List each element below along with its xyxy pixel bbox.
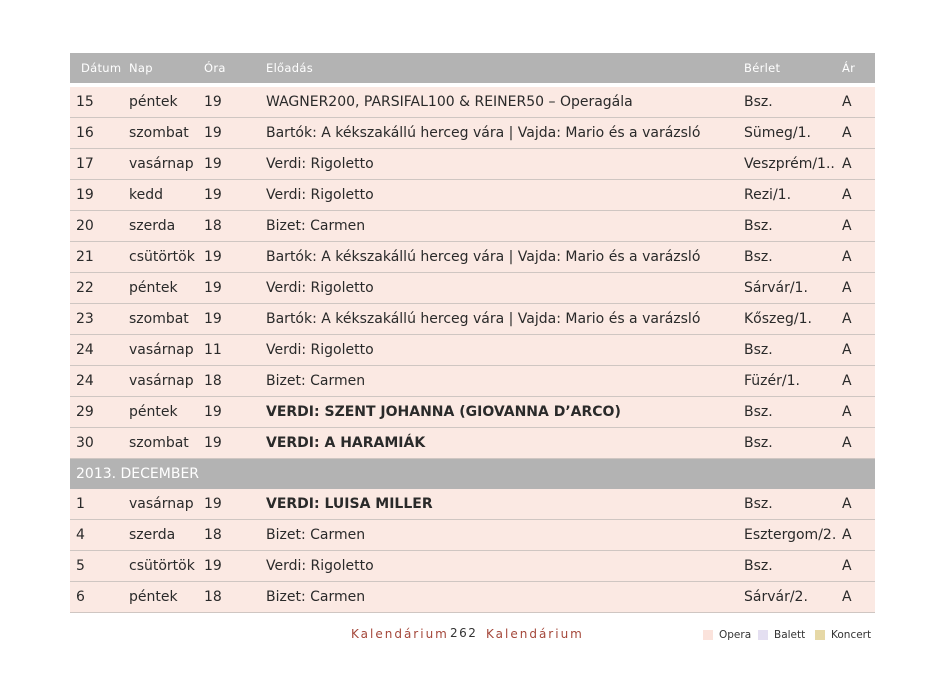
legend-ballet xyxy=(758,629,805,641)
subscription-cell: Bsz. xyxy=(744,94,773,110)
legend-opera xyxy=(703,629,751,641)
hour-cell: 18 xyxy=(204,589,222,605)
table-row xyxy=(70,242,875,273)
performance-cell: VERDI: A HARAMIÁK xyxy=(266,435,426,451)
date-cell: 6 xyxy=(76,589,85,605)
subscription-cell: Rezi/1. xyxy=(744,187,792,203)
performance-cell: WAGNER200, PARSIFAL100 & REINER50 – Operagála xyxy=(266,94,633,110)
table-row xyxy=(70,118,875,149)
hour-cell: 19 xyxy=(204,558,222,574)
price-cell: A xyxy=(842,125,852,141)
hour-cell: 19 xyxy=(204,249,222,265)
hour-cell: 19 xyxy=(204,94,222,110)
price-cell: A xyxy=(842,558,852,574)
day-cell: szombat xyxy=(129,125,189,141)
subscription-cell: Sárvár/1. xyxy=(744,280,808,296)
date-cell: 24 xyxy=(76,373,94,389)
performance-cell: VERDI: LUISA MILLER xyxy=(266,496,433,512)
price-cell: A xyxy=(842,589,852,605)
subscription-cell: Bsz. xyxy=(744,435,773,451)
price-cell: A xyxy=(842,496,852,512)
performance-cell: VERDI: SZENT JOHANNA (GIOVANNA D’ARCO) xyxy=(266,404,621,420)
hour-cell: 19 xyxy=(204,187,222,203)
hour-cell: 19 xyxy=(204,156,222,172)
legend-opera-label: Opera xyxy=(719,629,752,641)
header-performance: Előadás xyxy=(266,61,313,75)
date-cell: 16 xyxy=(76,125,94,141)
date-cell: 1 xyxy=(76,496,85,512)
subscription-cell: Sümeg/1. xyxy=(744,125,811,141)
page-footer xyxy=(0,626,944,646)
header-hour: Óra xyxy=(204,61,226,75)
date-cell: 22 xyxy=(76,280,94,296)
hour-cell: 19 xyxy=(204,125,222,141)
performance-cell: Bizet: Carmen xyxy=(266,373,366,389)
performance-cell: Verdi: Rigoletto xyxy=(266,342,374,358)
date-cell: 20 xyxy=(76,218,94,234)
hour-cell: 19 xyxy=(204,435,222,451)
table-row xyxy=(70,149,875,180)
table-header xyxy=(70,53,875,87)
november-rows xyxy=(70,87,875,459)
price-cell: A xyxy=(842,94,852,110)
day-cell: péntek xyxy=(129,404,178,420)
concert-swatch xyxy=(815,630,825,640)
price-cell: A xyxy=(842,249,852,265)
performance-cell: Verdi: Rigoletto xyxy=(266,156,374,172)
performance-cell: Bizet: Carmen xyxy=(266,218,366,234)
date-cell: 5 xyxy=(76,558,85,574)
table-row xyxy=(70,180,875,211)
footer-section-left: Kalendárium xyxy=(351,627,449,641)
table-row xyxy=(70,489,875,520)
table-row xyxy=(70,335,875,366)
day-cell: péntek xyxy=(129,280,178,296)
price-cell: A xyxy=(842,342,852,358)
date-cell: 23 xyxy=(76,311,94,327)
table-row xyxy=(70,397,875,428)
schedule-table xyxy=(70,53,875,613)
subscription-cell: Veszprém/1.. xyxy=(744,156,835,172)
december-rows xyxy=(70,489,875,613)
ballet-swatch xyxy=(758,630,768,640)
day-cell: péntek xyxy=(129,589,178,605)
day-cell: vasárnap xyxy=(129,156,194,172)
subscription-cell: Bsz. xyxy=(744,249,773,265)
day-cell: kedd xyxy=(129,187,163,203)
day-cell: csütörtök xyxy=(129,249,195,265)
date-cell: 4 xyxy=(76,527,85,543)
price-cell: A xyxy=(842,280,852,296)
table-row xyxy=(70,520,875,551)
price-cell: A xyxy=(842,156,852,172)
performance-cell: Verdi: Rigoletto xyxy=(266,558,374,574)
header-date: Dátum xyxy=(81,61,122,75)
subscription-cell: Füzér/1. xyxy=(744,373,800,389)
price-cell: A xyxy=(842,435,852,451)
header-subscription: Bérlet xyxy=(744,61,781,75)
date-cell: 24 xyxy=(76,342,94,358)
footer-section-right: Kalendárium xyxy=(486,627,584,641)
opera-swatch xyxy=(703,630,713,640)
performance-cell: Bartók: A kékszakállú herceg vára | Vajda: Mario és a varázsló xyxy=(266,249,701,265)
subscription-cell: Bsz. xyxy=(744,558,773,574)
table-row xyxy=(70,428,875,459)
day-cell: csütörtök xyxy=(129,558,195,574)
hour-cell: 18 xyxy=(204,527,222,543)
performance-cell: Bizet: Carmen xyxy=(266,527,366,543)
page-number: 262 xyxy=(450,626,478,640)
performance-cell: Bartók: A kékszakállú herceg vára | Vajda: Mario és a varázsló xyxy=(266,311,701,327)
hour-cell: 19 xyxy=(204,280,222,296)
subscription-cell: Esztergom/2. xyxy=(744,527,837,543)
table-row xyxy=(70,87,875,118)
performance-cell: Verdi: Rigoletto xyxy=(266,187,374,203)
day-cell: péntek xyxy=(129,94,178,110)
price-cell: A xyxy=(842,311,852,327)
hour-cell: 18 xyxy=(204,218,222,234)
header-day: Nap xyxy=(129,61,153,75)
subscription-cell: Bsz. xyxy=(744,342,773,358)
date-cell: 19 xyxy=(76,187,94,203)
legend-concert-label: Koncert xyxy=(831,629,872,641)
date-cell: 17 xyxy=(76,156,94,172)
hour-cell: 18 xyxy=(204,373,222,389)
hour-cell: 19 xyxy=(204,404,222,420)
subscription-cell: Sárvár/2. xyxy=(744,589,808,605)
month-heading: 2013. DECEMBER xyxy=(70,459,875,489)
price-cell: A xyxy=(842,218,852,234)
day-cell: szerda xyxy=(129,527,176,543)
hour-cell: 19 xyxy=(204,496,222,512)
table-row xyxy=(70,366,875,397)
table-row xyxy=(70,211,875,242)
day-cell: vasárnap xyxy=(129,342,194,358)
price-cell: A xyxy=(842,187,852,203)
header-price: Ár xyxy=(842,61,856,75)
date-cell: 21 xyxy=(76,249,94,265)
table-row xyxy=(70,273,875,304)
date-cell: 15 xyxy=(76,94,94,110)
day-cell: vasárnap xyxy=(129,373,194,389)
day-cell: vasárnap xyxy=(129,496,194,512)
performance-cell: Bartók: A kékszakállú herceg vára | Vajda: Mario és a varázsló xyxy=(266,125,701,141)
table-row xyxy=(70,551,875,582)
subscription-cell: Bsz. xyxy=(744,496,773,512)
performance-cell: Verdi: Rigoletto xyxy=(266,280,374,296)
subscription-cell: Kőszeg/1. xyxy=(744,311,812,327)
date-cell: 30 xyxy=(76,435,94,451)
legend-ballet-label: Balett xyxy=(774,629,806,641)
hour-cell: 19 xyxy=(204,311,222,327)
performance-cell: Bizet: Carmen xyxy=(266,589,366,605)
subscription-cell: Bsz. xyxy=(744,404,773,420)
price-cell: A xyxy=(842,527,852,543)
date-cell: 29 xyxy=(76,404,94,420)
subscription-cell: Bsz. xyxy=(744,218,773,234)
legend-concert xyxy=(815,629,871,641)
hour-cell: 11 xyxy=(204,342,222,358)
table-row xyxy=(70,304,875,335)
day-cell: szombat xyxy=(129,435,189,451)
price-cell: A xyxy=(842,404,852,420)
day-cell: szombat xyxy=(129,311,189,327)
day-cell: szerda xyxy=(129,218,176,234)
price-cell: A xyxy=(842,373,852,389)
table-row xyxy=(70,582,875,613)
